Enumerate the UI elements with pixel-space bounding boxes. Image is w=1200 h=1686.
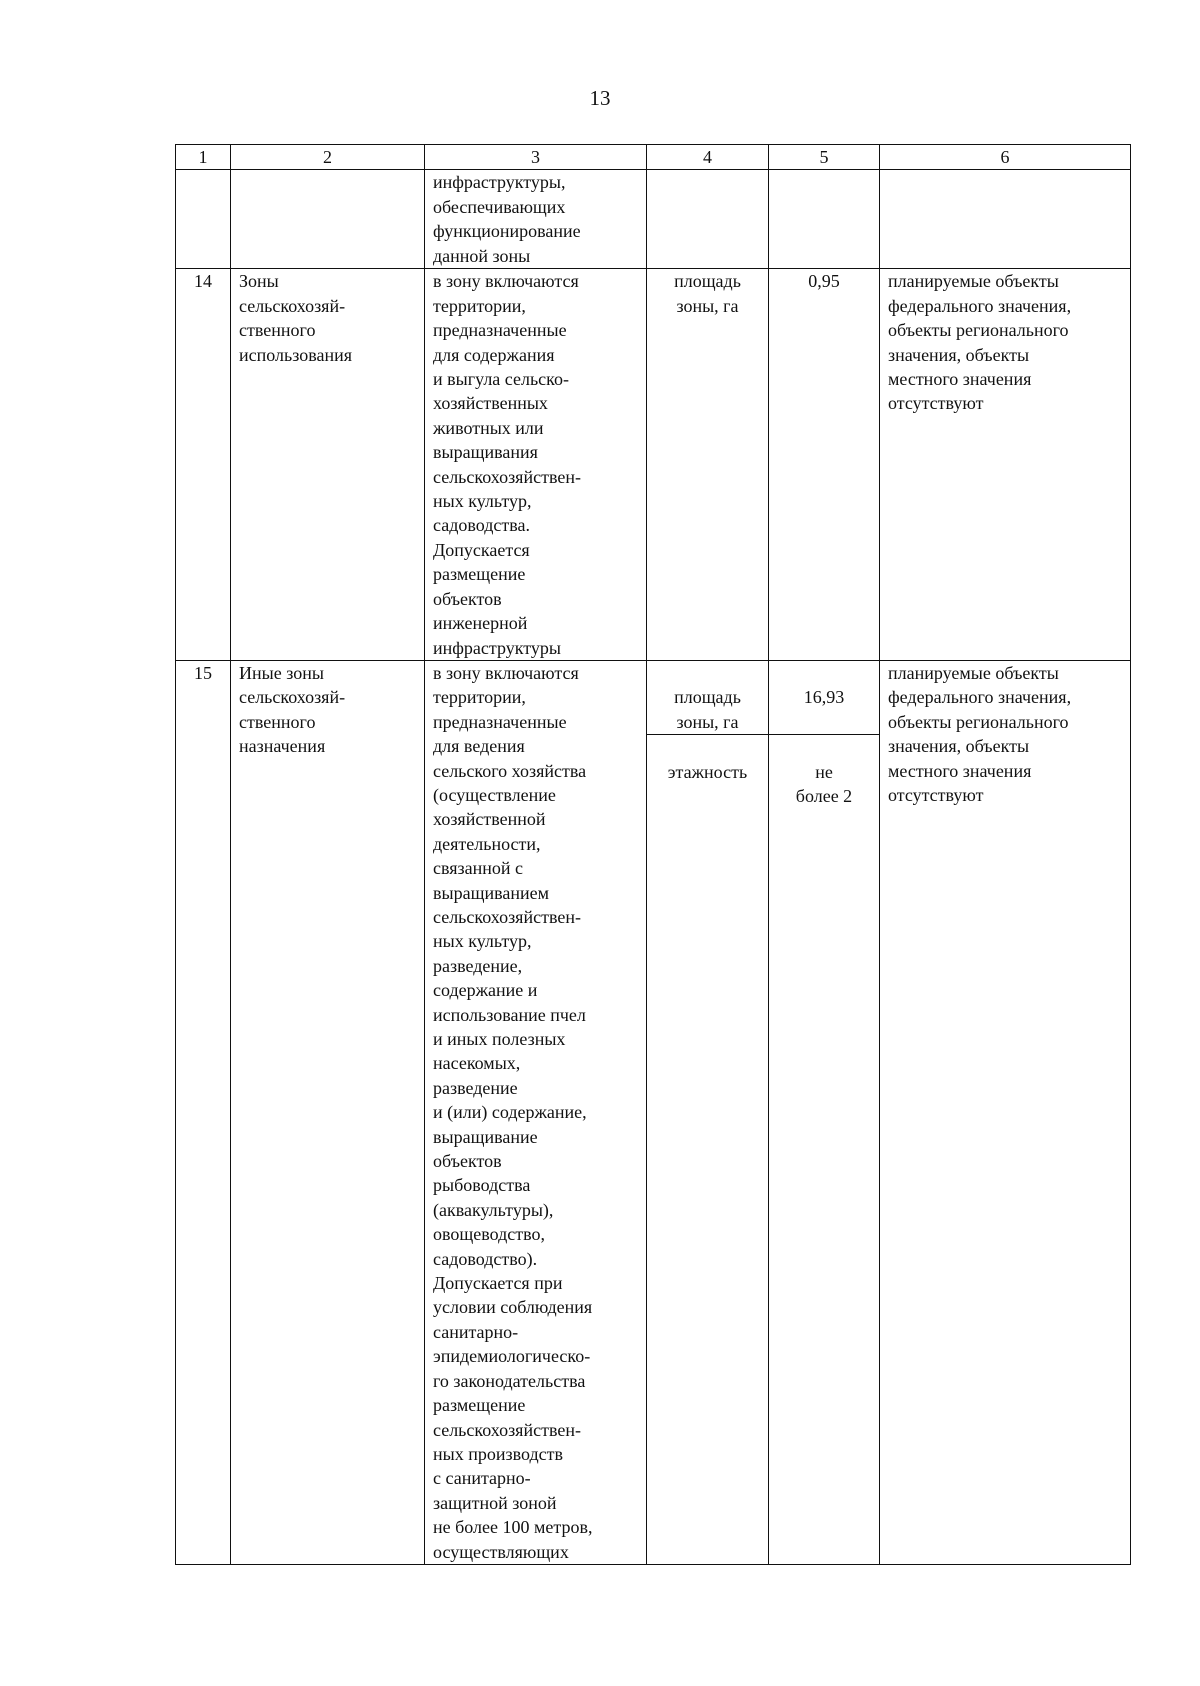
parameter-floors: этажность [667, 761, 748, 782]
cell-objects: планируемые объекты федерального значения, объекты регионального значения, объекты местного значения отсутствуют [880, 660, 1131, 1564]
table-row-15 [176, 660, 1131, 1564]
cell-parameters [647, 660, 769, 1564]
cell-name: Иные зоны сельскохозяй- ственного назначения [231, 660, 425, 1564]
table-row-continuation [176, 170, 1131, 269]
header-col-6: 6 [880, 145, 1131, 170]
zones-table [175, 144, 1131, 1565]
value-area: 16,93 [769, 685, 879, 735]
cell-num: 15 [176, 660, 231, 1564]
header-col-3: 3 [425, 145, 647, 170]
parameter-area: площадь зоны, га [647, 685, 768, 735]
header-col-2: 2 [231, 145, 425, 170]
cell-objects: планируемые объекты федерального значения, объекты регионального значения, объекты местного значения отсутствуют [880, 269, 1131, 661]
cell-parameter: площадь зоны, га [647, 269, 769, 661]
header-row [176, 145, 1131, 170]
header-col-4: 4 [647, 145, 769, 170]
cell-name: Зоны сельскохозяй- ственного использования [231, 269, 425, 661]
cell-description: в зону включаются территории, предназначенные для ведения сельского хозяйства (осуществление хозяйственной деятельности, связанной с выращиванием сельскохозяйствен- ных культур, разведение, содержание и использование пчел и иных полезных насекомых, разведение и (или) содержание, выращивание объектов рыбоводства (аквакультуры), овощеводство, садоводство). Допускается при условии соблюдения санитарно- эпидемиологическо- го законодательства размещение сельскохозяйствен- ных производств с санитарно- защитной зоной не более 100 метров, осуществляющих [425, 660, 647, 1564]
cell-description: в зону включаются территории, предназначенные для содержания и выгула сельско- хозяйственных животных или выращивания сельскохозяйствен- ных культур, садоводства. Допускается размещение объектов инженерной инфраструктуры [425, 269, 647, 661]
cell-num [176, 170, 231, 269]
header-col-1: 1 [176, 145, 231, 170]
cell-num: 14 [176, 269, 231, 661]
header-col-5: 5 [769, 145, 880, 170]
table-row-14 [176, 269, 1131, 661]
cell-parameter [647, 170, 769, 269]
cell-objects [880, 170, 1131, 269]
page-number: 13 [589, 86, 611, 110]
cell-description: инфраструктуры, обеспечивающих функционирование данной зоны [425, 170, 647, 269]
cell-values [769, 660, 880, 1564]
cell-value [769, 170, 880, 269]
cell-value: 0,95 [769, 269, 880, 661]
cell-name [231, 170, 425, 269]
value-floors: не более 2 [795, 761, 853, 807]
